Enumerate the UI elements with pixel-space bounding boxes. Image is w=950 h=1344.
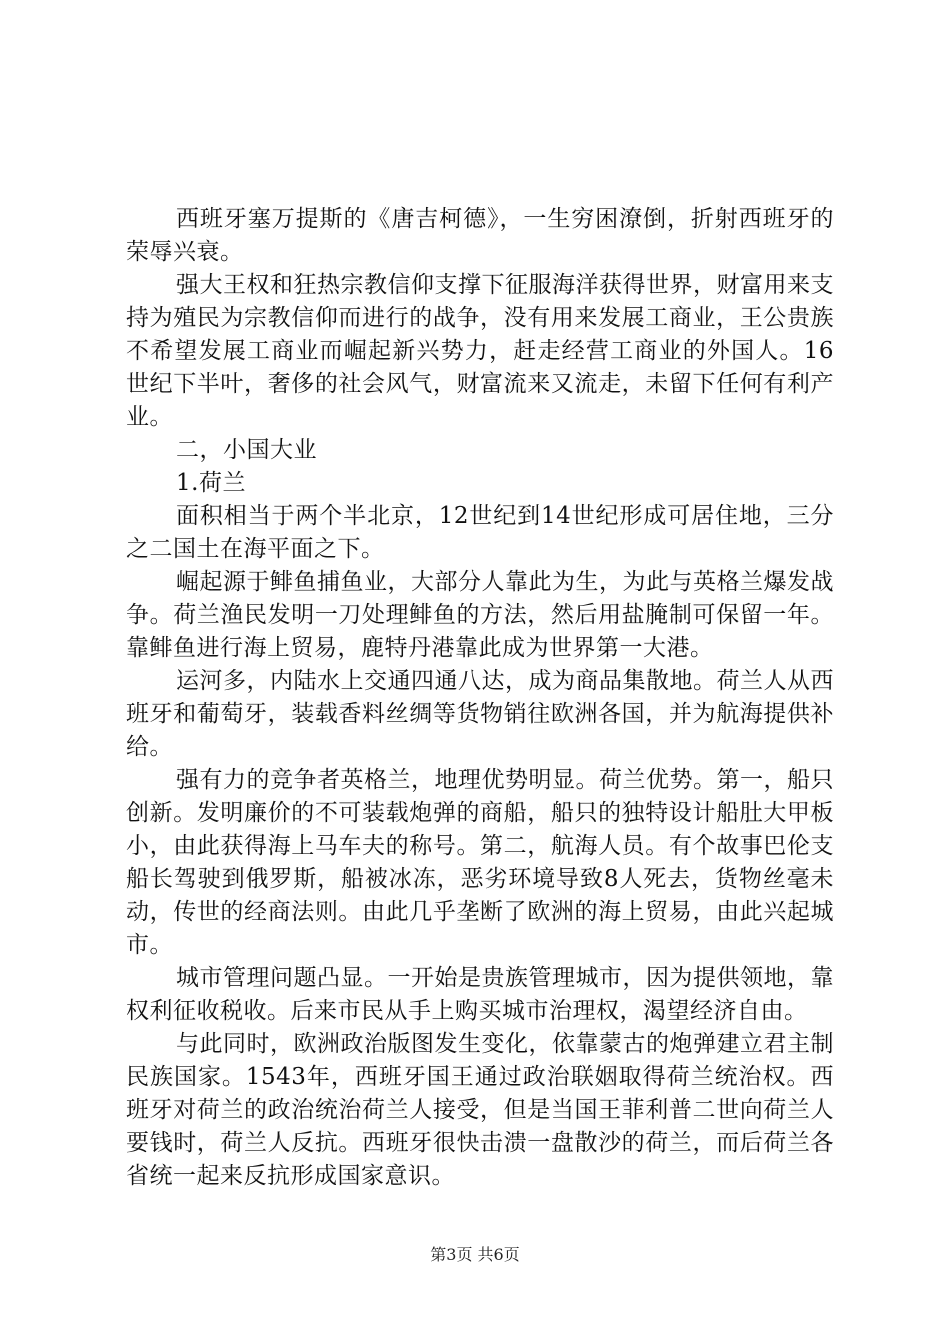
paragraph-city-management: 城市管理问题凸显。一开始是贵族管理城市，因为提供领地，靠权利征收税收。后来市民从手上购买城市治理权，渴望经济自由。 xyxy=(126,965,834,1024)
section-heading: 二，小国大业 xyxy=(176,437,317,463)
subsection-heading: 1.荷兰 xyxy=(176,470,246,496)
paragraph-competition: 强有力的竞争者英格兰，地理优势明显。荷兰优势。第一，船只创新。发明廉价的不可装载炮弹的商船，船只的独特设计船肚大甲板小，由此获得海上马车夫的称号。第二，航海人员。有个故事巴伦支船长驾驶到俄罗斯，船被冰冻，恶劣环境导致8人死去，货物丝毫未动，传世的经商法则。由此几乎垄断了欧洲的海上贸易，由此兴起城市。 xyxy=(126,767,834,958)
paragraph-canals: 运河多，内陆水上交通四通八达，成为商品集散地。荷兰人从西班牙和葡萄牙，装载香料丝绸等货物销往欧洲各国，并为航海提供补给。 xyxy=(126,668,834,760)
paragraph-politics: 与此同时，欧洲政治版图发生变化，依靠蒙古的炮弹建立君主制民族国家。1543年，西班牙国王通过政治联姻取得荷兰统治权。西班牙对荷兰的政治统治荷兰人接受，但是当国王菲利普二世向荷兰人要钱时，荷兰人反抗。西班牙很快击溃一盘散沙的荷兰，而后荷兰各省统一起来反抗形成国家意识。 xyxy=(126,1031,834,1189)
document-body xyxy=(126,203,834,1193)
paragraph-herring: 崛起源于鲱鱼捕鱼业，大部分人靠此为生，为此与英格兰爆发战争。荷兰渔民发明一刀处理鲱鱼的方法，然后用盐腌制可保留一年。靠鲱鱼进行海上贸易，鹿特丹港靠此成为世界第一大港。 xyxy=(126,569,834,661)
paragraph-cervantes: 西班牙塞万提斯的《唐吉柯德》，一生穷困潦倒，折射西班牙的荣辱兴衰。 xyxy=(126,206,834,265)
paragraph-area: 面积相当于两个半北京，12世纪到14世纪形成可居住地，三分之二国土在海平面之下。 xyxy=(126,503,834,562)
paragraph-royal-power: 强大王权和狂热宗教信仰支撑下征服海洋获得世界，财富用来支持为殖民为宗教信仰而进行的战争，没有用来发展工商业，王公贵族不希望发展工商业而崛起新兴势力，赶走经营工商业的外国人。16世纪下半叶，奢侈的社会风气，财富流来又流走，未留下任何有利产业。 xyxy=(126,272,834,430)
page-footer: 第3页 共6页 xyxy=(430,1245,520,1264)
